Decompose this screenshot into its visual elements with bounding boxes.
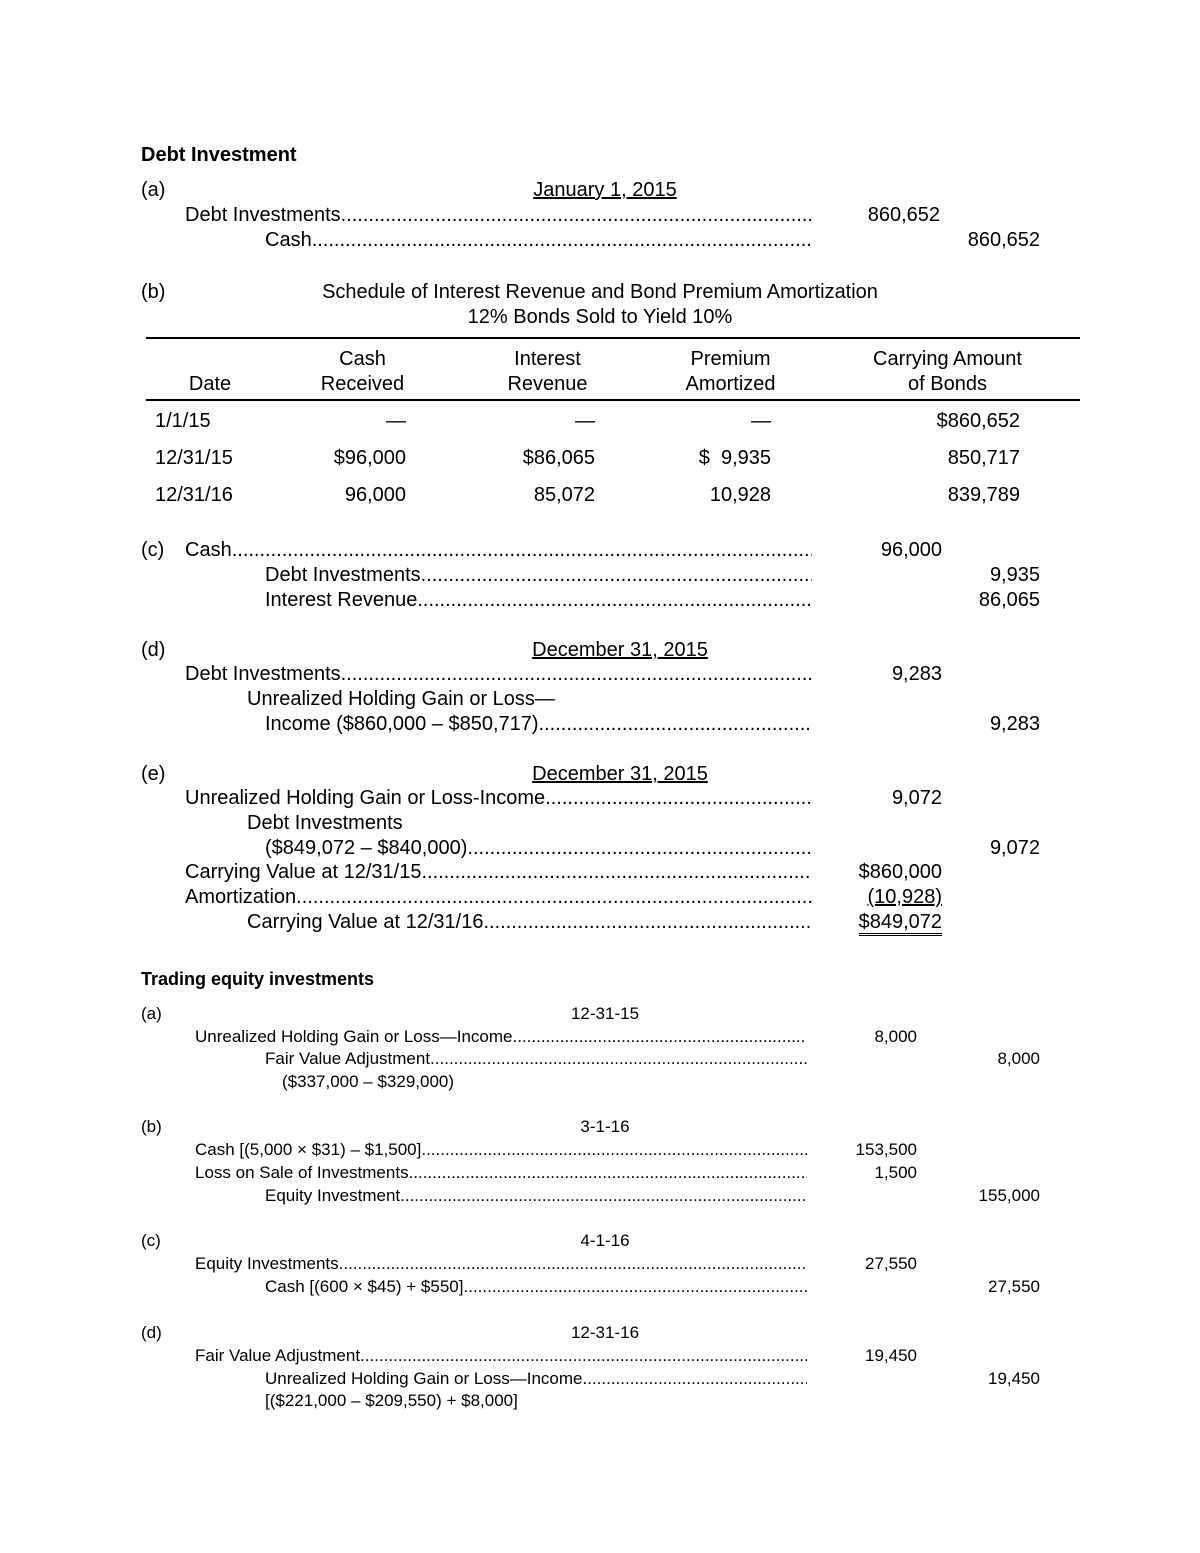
journal-line: Loss on Sale of Investments .....: [195, 1162, 807, 1184]
journal-line: Unrealized Holding Gain or Loss—Income .....: [195, 1026, 807, 1048]
entry-label: (b): [141, 1117, 162, 1136]
entry-label: (d): [141, 1323, 162, 1342]
table-cell-cash: —: [386, 410, 406, 432]
table-cell-date: 1/1/15: [155, 410, 211, 432]
table-cell-carrying: 850,717: [947, 447, 1020, 469]
debit-amount: 153,500: [855, 1140, 917, 1159]
entry-date: January 1, 2015: [533, 179, 677, 201]
carrying-value-total: $849,072: [820, 910, 942, 934]
column-header-carrying: of Bonds: [908, 373, 987, 395]
debit-amount: 9,072: [891, 787, 942, 809]
entry-label: (b): [141, 281, 166, 303]
column-header-interest: Revenue: [507, 373, 588, 395]
table-cell-cash: 96,000: [344, 484, 406, 506]
section-heading-debt: Debt Investment: [141, 144, 297, 166]
journal-line: Debt Investments .....: [265, 563, 812, 587]
column-header-interest: Interest: [514, 348, 581, 370]
table-cell-carrying: 839,789: [947, 484, 1020, 506]
column-header-cash: Received: [320, 373, 405, 395]
journal-line: Interest Revenue .....: [265, 588, 812, 612]
entry-label: (e): [141, 763, 166, 785]
amortization-amount: (10,928): [867, 886, 942, 908]
journal-line: Cash .....: [185, 538, 812, 562]
entry-label: (c): [141, 1231, 161, 1250]
credit-amount: 9,283: [989, 713, 1040, 735]
journal-line: Amortization .....: [185, 885, 812, 909]
debit-amount: 860,652: [867, 204, 940, 226]
entry-date: 12-31-16: [570, 1323, 640, 1342]
journal-line: Equity Investments .....: [195, 1253, 807, 1275]
credit-amount: 19,450: [988, 1369, 1040, 1388]
entry-date: December 31, 2015: [532, 639, 708, 661]
table-cell-cash: $96,000: [333, 447, 406, 469]
table-cell-date: 12/31/16: [155, 484, 233, 506]
entry-label: (a): [141, 179, 166, 201]
journal-line: Carrying Value at 12/31/16 .....: [247, 910, 812, 934]
credit-amount: 8,000: [997, 1049, 1040, 1068]
credit-amount: 27,550: [988, 1277, 1040, 1296]
journal-line: Debt Investments .....: [185, 662, 812, 686]
debit-amount: 96,000: [880, 539, 942, 561]
entry-label: (a): [141, 1004, 162, 1023]
account-name: Unrealized Holding Gain or Loss—: [247, 688, 555, 710]
table-header-rule: [146, 399, 1080, 401]
table-top-rule: [146, 337, 1080, 339]
credit-amount: 860,652: [967, 229, 1040, 251]
column-header-carrying: Carrying Amount: [873, 348, 1022, 370]
journal-line: Equity Investment .....: [265, 1185, 807, 1207]
debit-amount: 9,283: [891, 663, 942, 685]
entry-date: December 31, 2015: [532, 763, 708, 785]
schedule-title: Schedule of Interest Revenue and Bond Premium Amortization: [322, 281, 878, 303]
carrying-value-amount: $860,000: [858, 861, 942, 883]
table-cell-premium: —: [751, 410, 771, 432]
journal-line: Debt Investments .....: [185, 203, 812, 227]
table-cell-interest: 85,072: [533, 484, 595, 506]
schedule-subtitle: 12% Bonds Sold to Yield 10%: [467, 306, 733, 328]
table-cell-premium: 10,928: [709, 484, 771, 506]
column-header-date: Date: [188, 373, 232, 395]
table-cell-interest: $86,065: [522, 447, 595, 469]
table-cell-date: 12/31/15: [155, 447, 233, 469]
journal-line: Unrealized Holding Gain or Loss—Income .....: [265, 1368, 807, 1390]
debit-amount: 1,500: [874, 1163, 917, 1182]
journal-line: Income ($860,000 – $850,717) .....: [265, 712, 812, 736]
entry-label: (d): [141, 639, 166, 661]
column-header-cash: Cash: [339, 348, 386, 370]
table-cell-premium: $ 9,935: [698, 447, 771, 469]
entry-label: (c): [141, 539, 165, 561]
journal-line: Cash .....: [265, 228, 812, 252]
entry-date: 3-1-16: [580, 1117, 630, 1136]
account-name: Debt Investments: [247, 812, 403, 834]
debit-amount: 19,450: [865, 1346, 917, 1365]
entry-date: 4-1-16: [580, 1231, 630, 1250]
debit-amount: 8,000: [874, 1027, 917, 1046]
section-heading-trading: Trading equity investments: [141, 969, 375, 989]
credit-amount: 155,000: [978, 1186, 1040, 1205]
journal-line: Carrying Value at 12/31/15 .....: [185, 860, 812, 884]
journal-line: Fair Value Adjustment .....: [195, 1345, 807, 1367]
debit-amount: 27,550: [865, 1254, 917, 1273]
journal-line: Cash [(600 × $45) + $550] .....: [265, 1276, 807, 1298]
entry-date: 12-31-15: [570, 1004, 640, 1023]
table-cell-interest: —: [575, 410, 595, 432]
journal-line: ($849,072 – $840,000) .....: [265, 836, 812, 860]
credit-amount: 9,935: [989, 564, 1040, 586]
column-header-premium: Premium: [690, 348, 771, 370]
table-cell-carrying: $860,652: [936, 410, 1020, 432]
journal-line: Cash [(5,000 × $31) – $1,500] .....: [195, 1139, 807, 1161]
credit-amount: 86,065: [978, 589, 1040, 611]
column-header-premium: Amortized: [685, 373, 776, 395]
calculation-note: ($337,000 – $329,000): [282, 1072, 455, 1091]
calculation-note: [($221,000 – $209,550) + $8,000]: [265, 1391, 518, 1410]
journal-line: Unrealized Holding Gain or Loss-Income .....: [185, 786, 812, 810]
journal-line: Fair Value Adjustment .....: [265, 1048, 807, 1070]
credit-amount: 9,072: [989, 837, 1040, 859]
